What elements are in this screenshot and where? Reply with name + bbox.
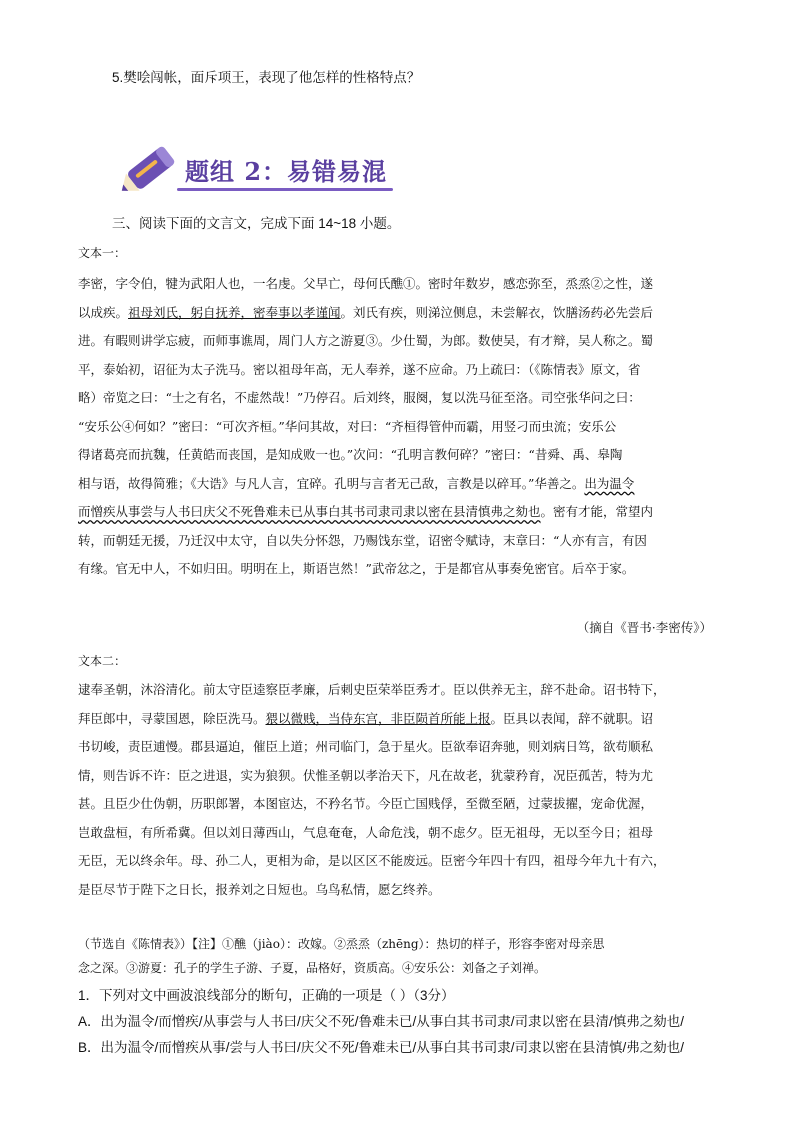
- text2-line: 无臣，无以终余年。母、孙二人，更相为命，是以区区不能废远。臣密今年四十有四，祖母今年九十有六，: [78, 853, 666, 868]
- underlined-sentence: 猥以微贱，当侍东宫，非臣陨首所能上报: [265, 710, 491, 726]
- text1-body: [78, 270, 718, 584]
- banner-underline: [177, 188, 393, 191]
- section-banner: [115, 140, 405, 200]
- text2-line: 拜臣郎中，寻蒙国恩，除臣洗马。猥以微贱，当侍东宫，非臣陨首所能上报。臣具以表闻，辞不就职。诏: [78, 710, 654, 726]
- text2-line: 是臣尽节于陛下之日长，报养刘之日短也。乌鸟私情，愿乞终养。: [78, 881, 441, 897]
- question-1-stem: 1．下列对文中画波浪线部分的断句，正确的一项是（ ）（3分）: [78, 988, 455, 1003]
- text1-line: 而憎疾从事尝与人书曰庆父不死鲁难未已从事白其书司隶司隶以密在县清慎弗之劾也。密有才能，常望内: [78, 504, 654, 519]
- question-1-option-a[interactable]: A．出为温令/而憎疾/从事尝与人书曰/庆父不死/鲁难未已/从事白其书司隶/司隶以密在县清/慎弗之劾也/: [78, 1014, 685, 1029]
- text1-line: 略）帝览之曰：“士之有名，不虚然哉！”乃停召。后刘终，服阕，复以洗马征至洛。司空张华问之曰：: [78, 390, 641, 405]
- text1-line: 相与语，故得简雅；《大诰》与凡人言，宜碎。孔明与言者无己敌，言教是以碎耳。”华善之。出为温令: [78, 475, 635, 491]
- text2-label: 文本二：: [78, 654, 127, 668]
- text1-label: 文本一：: [78, 246, 127, 260]
- note-line: （节选自《陈情表》）【注】①醮（jiào）：改嫁。②烝烝（zhēng）：热切的样子，形容李密对母亲思: [78, 937, 605, 951]
- text2-line: 情，则告诉不许：臣之进退，实为狼狈。伏惟圣朝以孝治天下，凡在故老，犹蒙矜育，况臣孤苦，特为尤: [78, 767, 654, 783]
- text2-line: 逮奉圣朝，沐浴清化。前太守臣逵察臣孝廉，后刺史臣荣举臣秀才。臣以供养无主，辞不赴命。诏书特下，: [78, 682, 666, 697]
- text1-source: （摘自《晋书·李密传》）: [576, 620, 712, 635]
- text1-line: 转，而朝廷无援，乃迁汉中太守，自以失分怀怨，乃赐饯东堂，诏密令赋诗，末章曰：“人亦有言，有因: [78, 532, 647, 548]
- question-5: 5.樊哙闯帐，面斥项王，表现了他怎样的性格特点？: [112, 70, 421, 85]
- pencil-icon: [115, 140, 185, 200]
- instruction: 三、阅读下面的文言文，完成下面 14~18 小题。: [112, 216, 401, 231]
- text1-line: 李密，字令伯，犍为武阳人也，一名虔。父早亡，母何氏醮①。密时年数岁，感恋弥至，烝烝②之性，遂: [78, 276, 654, 291]
- underlined-sentence: 祖母刘氏，躬自抚养，密奉事以孝谨闻: [128, 304, 341, 320]
- text1-line: 得诸葛亮而抗魏，任黄皓而丧国，是知成败一也。”次问：“孔明言教何碎？”密曰：“昔舜、禹、皋陶: [78, 447, 623, 462]
- text2-line: 书切峻，责臣逋慢。郡县逼迫，催臣上道；州司临门，急于星火。臣欲奉诏奔驰，则刘病日笃，欲苟顺私: [78, 739, 654, 754]
- text2-line: 岂敢盘桓，有所希冀。但以刘日薄西山，气息奄奄，人命危浅，朝不虑夕。臣无祖母，无以至今日；祖母: [78, 824, 654, 840]
- text1-line: “安乐公④何如？”密曰：“可次齐桓。”华问其故，对曰：“齐桓得管仲而霸，用竖刁而虫流；安乐公: [78, 418, 617, 434]
- wavy-underlined-text: 而憎疾从事尝与人书曰庆父不死鲁难未已从事白其书司隶司隶以密在县清慎弗之劾也: [78, 504, 541, 519]
- question-1-option-b[interactable]: B．出为温令/而憎疾从事/尝与人书曰/庆父不死/鲁难未已/从事白其书司隶/司隶以密在县清慎/弗之劾也/: [78, 1040, 685, 1055]
- annotation-notes: [78, 932, 718, 980]
- text2-line: 甚。且臣少仕伪朝，历职郎署，本图宦达，不矜名节。今臣亡国贱俘，至微至陋，过蒙拔擢，宠命优渥，: [78, 796, 654, 811]
- text1-line: 进。有暇则讲学忘疲，而师事谯周，周门人方之游夏③。少仕蜀，为郎。数使吴，有才辩，吴人称之。蜀: [78, 333, 654, 348]
- text2-body: [78, 676, 718, 904]
- text1-line: 以成疾。祖母刘氏，躬自抚养，密奉事以孝谨闻。刘氏有疾，则涕泣侧息，未尝解衣，饮膳汤药必先尝后: [78, 304, 654, 320]
- text1-line: 有缘。官无中人，不如归田。明明在上，斯语岂然！”武帝忿之，于是都官从事奏免密官。后卒于家。: [78, 561, 635, 576]
- banner-title: 题组 2：易错易混: [185, 157, 388, 186]
- note-line: 念之深。③游夏：孔子的学生子游、子夏，品格好，资质高。④安乐公：刘备之子刘禅。: [78, 961, 547, 975]
- wavy-underlined-text: 出为温令: [584, 475, 635, 491]
- text1-line: 平，泰始初，诏征为太子洗马。密以祖母年高，无人奉养，遂不应命。乃上疏曰：（《陈情表》原文，省: [78, 361, 641, 377]
